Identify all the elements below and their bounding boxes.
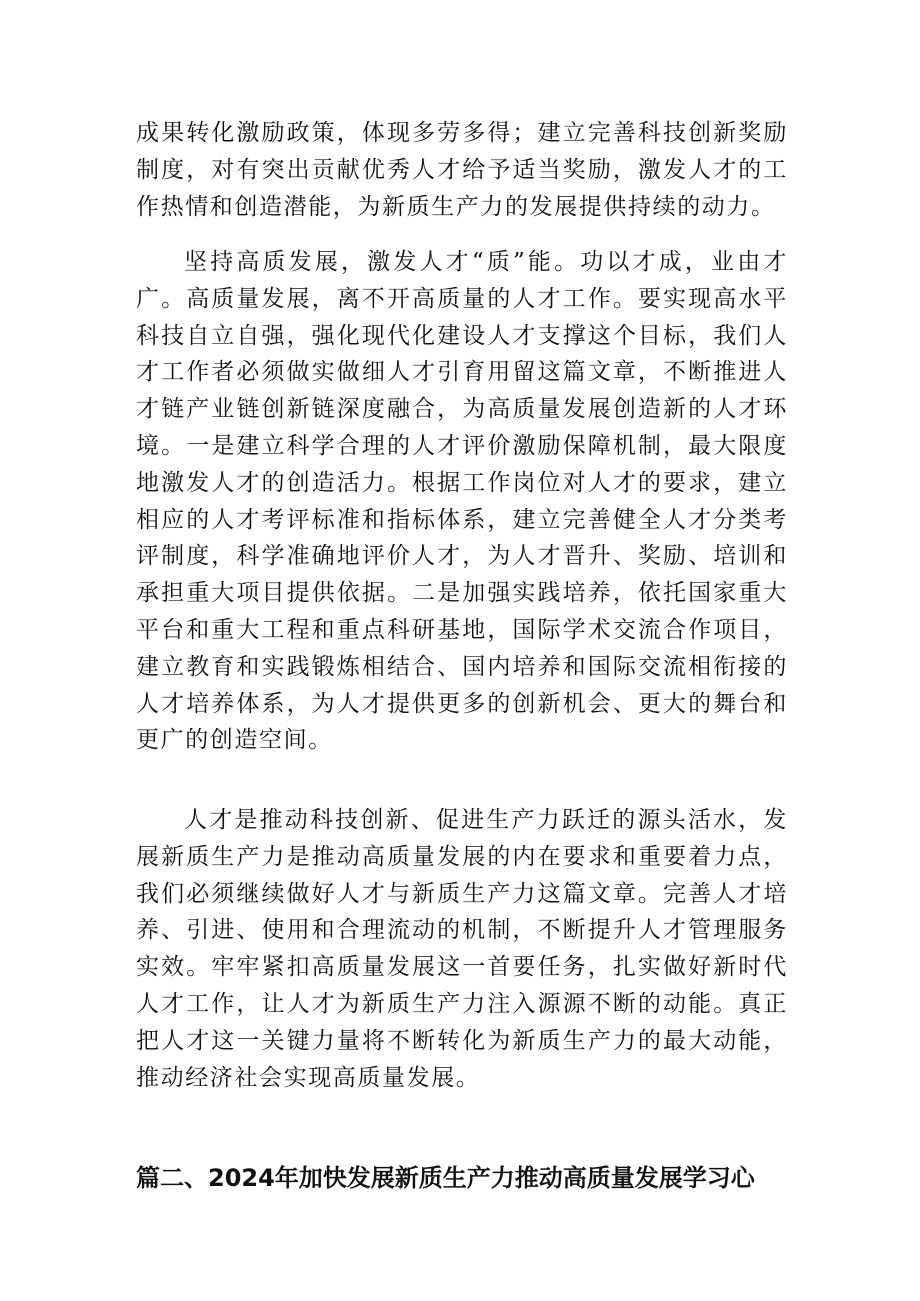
paragraph-conclusion: 人才是推动科技创新、促进生产力跃迁的源头活水，发展新质生产力是推动高质量发展的内在要求和重要着力点，我们必须继续做好人才与新质生产力这篇文章。完善人才培养、引进、使用和合理流动的机制，不断提升人才管理服务实效。牢牢紧扣高质量发展这一首要任务，扎实做好新时代人才工作，让人才为新质生产力注入源源不断的动能。真正把人才这一关键力量将不断转化为新质生产力的最大动能，推动经济社会实现高质量发展。 <box>136 807 788 1091</box>
paragraph-high-quality-development: 坚持高质发展，激发人才“质”能。功以才成，业由才广。高质量发展，离不开高质量的人才工作。要实现高水平科技自立自强，强化现代化建设人才支撑这个目标，我们人才工作者必须做实做细人才引育用留这篇文章，不断推进人才链产业链创新链深度融合，为高质量发展创造新的人才环境。一是建立科学合理的人才评价激励保障机制，最大限度地激发人才的创造活力。根据工作岗位对人才的要求，建立相应的人才考评标准和指标体系，建立完善健全人才分类考评制度，科学准确地评价人才，为人才晋升、奖励、培训和承担重大项目提供依据。二是加强实践培养，依托国家重大平台和重大工程和重点科研基地，国际学术交流合作项目，建立教育和实践锻炼相结合、国内培养和国际交流相衔接的人才培养体系，为人才提供更多的创新机会、更大的舞台和更广的创造空间。 <box>136 249 788 754</box>
paragraph-continuation: 成果转化激励政策，体现多劳多得；建立完善科技创新奖励制度，对有突出贡献优秀人才给予适当奖励，激发人才的工作热情和创造潜能，为新质生产力的发展提供持续的动力。 <box>136 120 788 220</box>
section-heading: 篇二、2024年加快发展新质生产力推动高质量发展学习心 <box>136 1164 755 1192</box>
